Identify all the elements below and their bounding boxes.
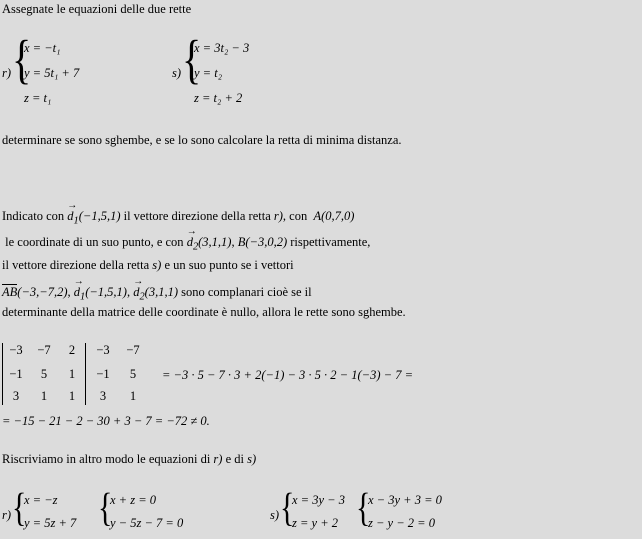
para-line-3	[2, 258, 294, 273]
para-line-2: le coordinate di un suo punto, e con → $d_2(3,1,1)$, B(−3,0,2) rispettivamente,	[2, 235, 370, 253]
text: Riscriviamo in altro modo le equazioni di	[2, 452, 211, 466]
d1-value: (−1,5,1)	[85, 285, 127, 299]
text: le coordinate di un suo punto, e con	[5, 235, 184, 249]
subscript: 2	[139, 291, 145, 303]
brace: {	[182, 28, 202, 90]
brace: {	[356, 485, 371, 530]
text: Indicato con	[2, 209, 65, 223]
det-cell: 3	[12, 389, 20, 403]
r-eq2: y = 5t₁ + 7	[24, 66, 80, 80]
s-label: s)	[172, 66, 182, 80]
r-eq: x + z = 0	[110, 493, 157, 507]
vector-d1: → d	[67, 209, 73, 224]
s-eq2: y = t₂	[194, 66, 223, 80]
vector-d1: → d	[74, 285, 80, 300]
brace: {	[12, 485, 27, 530]
det-cell: 1	[68, 367, 76, 381]
s-label: s)	[270, 508, 280, 522]
det-result: = −15 − 21 − 2 − 30 + 3 − 7 = −72 ≠ 0.	[2, 414, 210, 428]
r-eq: y − 5z − 7 = 0	[110, 516, 184, 530]
r-label: r)	[2, 508, 12, 522]
r-label: r)	[2, 66, 12, 80]
vector-d2: → d	[133, 285, 139, 300]
d2-value: (3,1,1)	[144, 285, 178, 299]
det-cell: 1	[129, 389, 137, 403]
det-expansion: = −3 · 5 − 7 · 3 + 2(−1) − 3 · 5 · 2 − 1(−3) − 7 =	[162, 368, 414, 382]
intro-text: Assegnate le equazioni delle due rette	[2, 2, 192, 16]
det-cell: 3	[99, 389, 107, 403]
det-cell: −1	[9, 367, 23, 381]
det-cell: −1	[96, 367, 110, 381]
brace: {	[280, 485, 295, 530]
brace: {	[12, 28, 32, 90]
comma: ,	[126, 285, 131, 299]
det-cell: −3	[96, 343, 110, 357]
text: rispettivamente,	[290, 235, 371, 249]
r-eq3: z = t₁	[24, 91, 52, 105]
d2-value: (3,1,1)	[198, 235, 232, 249]
subscript: 1	[79, 291, 86, 303]
rewrite-line	[2, 452, 256, 467]
para-line-1	[2, 209, 354, 227]
s-ref: s)	[247, 452, 257, 466]
brace: {	[98, 485, 113, 530]
det-cell: 2	[68, 343, 76, 357]
text: e un suo punto se i vettori	[164, 258, 294, 272]
vector-d2: → d	[187, 235, 193, 250]
s-eq: z = y + 2	[292, 516, 339, 530]
det-cell: −3	[9, 343, 23, 357]
comma: ,	[67, 285, 71, 299]
s-eq1: x = 3t₂ − 3	[194, 41, 250, 55]
para-line-5: determinante della matrice delle coordinate è nullo, allora le rette sono sghembe.	[2, 305, 406, 319]
s-eq: x = 3y − 3	[292, 493, 345, 507]
task-text: determinare se sono sghembe, e se lo sono calcolare la retta di minima distanza.	[2, 133, 402, 147]
det-cell: 1	[68, 389, 76, 403]
det-cell: −7	[37, 343, 51, 357]
ab-value: (−3,−7,2)	[17, 285, 68, 299]
s-eq: x − 3y + 3 = 0	[368, 493, 442, 507]
vector-ab: AB	[2, 285, 18, 299]
r-eq: x = −z	[24, 493, 58, 507]
text: e di	[225, 452, 244, 466]
det-extension	[92, 343, 162, 405]
s-eq3: z = t₂ + 2	[194, 91, 243, 105]
text: il vettore direzione della retta	[123, 209, 271, 223]
para-line-4	[2, 285, 312, 303]
r-eq1: x = −t₁	[24, 41, 61, 55]
det-cell: 1	[40, 389, 48, 403]
subscript: 1	[73, 215, 79, 227]
s-ref: s)	[152, 258, 162, 272]
text: , con	[282, 209, 308, 223]
subscript: 2	[192, 241, 199, 253]
det-cell: 5	[129, 367, 137, 381]
det-cell: 5	[40, 367, 48, 381]
text: il vettore direzione della retta	[2, 258, 150, 272]
r-ref: r)	[213, 452, 223, 466]
d1-value: (−1,5,1)	[78, 209, 121, 223]
determinant-matrix	[2, 343, 86, 405]
r-eq: y = 5z + 7	[24, 516, 77, 530]
point-b: B(−3,0,2)	[237, 235, 288, 249]
s-eq: z − y − 2 = 0	[368, 516, 435, 530]
r-ref: r)	[273, 209, 283, 223]
text: sono complanari cioè se il	[181, 285, 312, 299]
det-cell: −7	[126, 343, 140, 357]
point-a: A(0,7,0)	[313, 209, 355, 223]
